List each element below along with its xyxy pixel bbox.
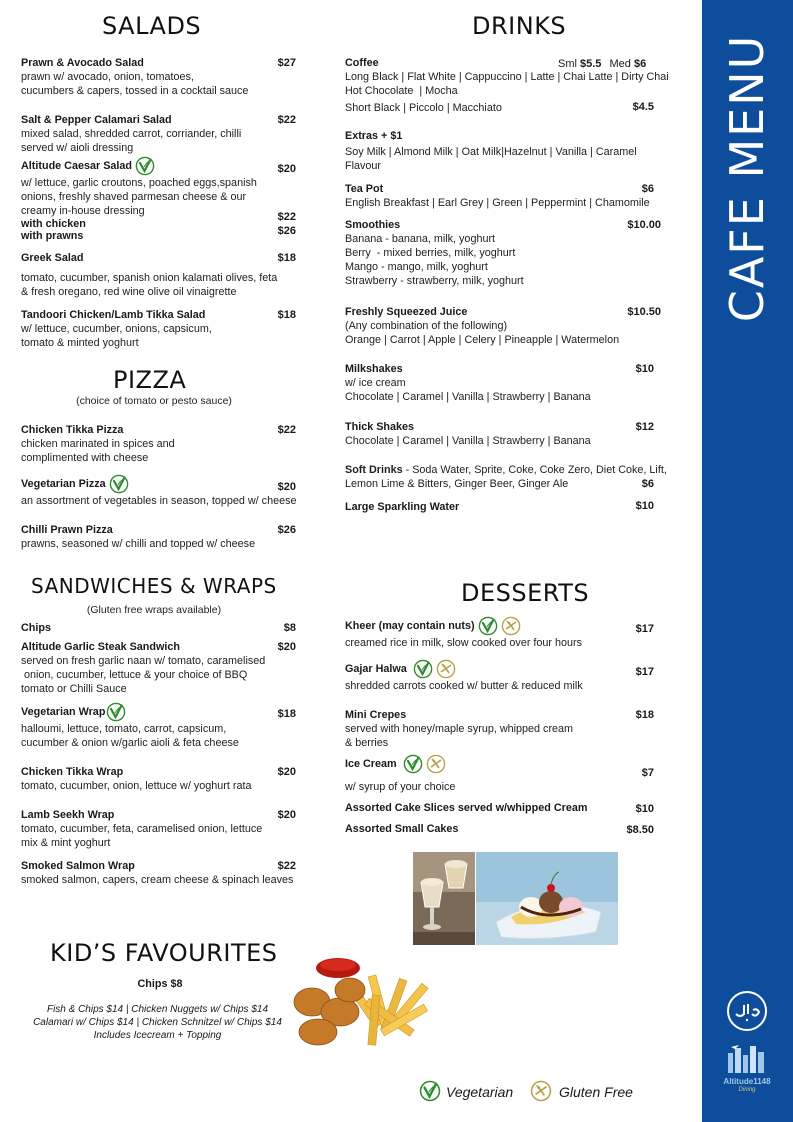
menu-item — [21, 640, 301, 696]
item-desc: halloumi, lettuce, tomato, carrot, capsicum, — [21, 723, 227, 735]
item-desc: Lemon Lime & Bitters, Ginger Beer, Ginger Ale — [345, 478, 569, 490]
item-price: $10.50 — [627, 306, 661, 318]
item-desc: smoked salmon, capers, cream cheese & spinach leaves — [21, 874, 294, 886]
kids-title: KID’S FAVOURITES — [50, 939, 278, 967]
item-desc: Flavour — [345, 160, 382, 172]
item-name: Chicken Tikka Wrap — [21, 766, 124, 778]
logo-text: Altitude1148 — [723, 1077, 771, 1086]
dessert-photo-glasses — [413, 852, 475, 945]
item-desc: tomato & minted yoghurt — [21, 337, 139, 349]
item-desc: Soy Milk | Almond Milk | Oat Milk|Hazelnut | Vanilla | Caramel — [345, 146, 637, 158]
altitude-logo — [718, 1043, 776, 1094]
item-price: $18 — [635, 709, 654, 721]
item-price: $10 — [635, 363, 654, 375]
item-price: $20 — [277, 766, 296, 778]
vegetarian-icon — [403, 754, 423, 774]
item-desc: w/ lettuce, cucumber, onions, capsicum, — [21, 323, 212, 335]
item-price: $20 — [277, 809, 296, 821]
item-desc: cucumber & onion w/garlic aioli & feta cheese — [21, 737, 239, 749]
item-name: Tea Pot — [345, 183, 384, 195]
item-price: $18 — [277, 309, 296, 321]
item-price: $22 — [277, 114, 296, 126]
item-desc: mixed salad, shredded carrot, corriander, chilli — [21, 128, 242, 140]
gluten-free-icon — [436, 659, 456, 679]
extras-section — [345, 129, 685, 173]
menu-item — [21, 308, 301, 350]
item-name: Altitude Garlic Steak Sandwich — [21, 641, 180, 653]
skyline-icon — [725, 1043, 769, 1073]
item-desc: - Soda Water, Sprite, Coke, Coke Zero, Diet Coke, Lift, — [402, 464, 667, 476]
item-name: Ice Cream — [345, 757, 397, 770]
menu-item — [21, 423, 301, 465]
item-desc: w/ lettuce, garlic croutons, poached eggs,spanish — [21, 177, 257, 189]
short-coffee: Short Black | Piccolo | Macchiato — [345, 102, 502, 114]
gluten-free-icon — [501, 616, 521, 636]
size-label: Sml — [558, 58, 577, 70]
item-price: $20 — [277, 163, 296, 175]
item-name: Prawn & Avocado Salad — [21, 57, 144, 69]
item-name: Tandoori Chicken/Lamb Tikka Salad — [21, 309, 206, 321]
legend-gluten-free: Gluten Free — [559, 1084, 633, 1100]
sandwiches-subtitle: (Gluten free wraps available) — [86, 604, 222, 616]
option-price: $26 — [277, 225, 296, 237]
option-price: $22 — [277, 211, 296, 223]
menu-item — [21, 56, 301, 98]
item-desc: Long Black | Flat White | Cappuccino | Latte | Chai Latte | Dirty Chai — [345, 71, 669, 83]
sidebar-title: CAFE MENU — [720, 33, 774, 323]
item-price: $18 — [277, 252, 296, 264]
item-desc: Hot Chocolate | Mocha — [345, 85, 458, 97]
pizza-title: PIZZA — [113, 366, 187, 394]
menu-item — [21, 156, 281, 243]
item-desc: Mango - mango, milk, yoghurt — [345, 261, 488, 273]
item-option: with prawns — [21, 230, 84, 242]
menu-item — [21, 702, 301, 750]
vegetarian-icon — [413, 659, 433, 679]
item-price: $10.00 — [627, 219, 661, 231]
nuggets-fries-image — [290, 950, 460, 1055]
item-name: Vegetarian Pizza — [21, 477, 106, 490]
item-price: $17 — [635, 666, 654, 678]
drinks-title: DRINKS — [472, 12, 567, 40]
item-name: Altitude Caesar Salad — [21, 159, 133, 172]
size-price: $5.5 — [580, 58, 602, 70]
item-price: $20 — [277, 481, 296, 493]
kids-line: Includes Icecream + Topping — [93, 1030, 222, 1041]
item-name: Chilli Prawn Pizza — [21, 524, 113, 536]
item-name: Soft Drinks — [345, 464, 403, 476]
item-name: Coffee — [345, 57, 379, 69]
sparkling-water: Large Sparkling Water — [345, 501, 460, 513]
item-desc: prawns, seasoned w/ chilli and topped w/ cheese — [21, 538, 256, 550]
kids-line: Fish & Chips $14 | Chicken Nuggets w/ Chips $14 — [46, 1004, 269, 1015]
item-name: Smoothies — [345, 219, 401, 231]
dessert-photo-sundae — [476, 852, 618, 945]
item-desc: tomato, cucumber, feta, caramelised onion, lettuce — [21, 823, 263, 835]
item-desc: cucumbers & capers, tossed in a cocktail sauce — [21, 85, 249, 97]
item-desc: mix & mint yoghurt — [21, 837, 111, 849]
item-desc: served on fresh garlic naan w/ tomato, caramelised — [21, 655, 266, 667]
menu-item — [21, 765, 301, 793]
item-name: Chicken Tikka Pizza — [21, 424, 124, 436]
legend-vegetarian: Vegetarian — [446, 1084, 514, 1100]
menu-item — [345, 708, 645, 750]
item-name: Smoked Salmon Wrap — [21, 860, 135, 872]
item-name: Kheer (may contain nuts) — [345, 619, 475, 632]
gluten-free-icon — [530, 1080, 552, 1102]
menu-item — [21, 808, 301, 850]
item-name: Salt & Pepper Calamari Salad — [21, 114, 172, 126]
item-name: Gajar Halwa — [345, 662, 407, 675]
item-price: $8.50 — [626, 824, 654, 836]
menu-item: Assorted Cake Slices served w/whipped Cream — [345, 802, 588, 814]
pizza-subtitle: (choice of tomato or pesto sauce) — [76, 395, 232, 407]
item-desc: Strawberry - strawberry, milk, yoghurt — [345, 275, 524, 287]
gluten-free-icon — [426, 754, 446, 774]
menu-item — [345, 616, 645, 650]
item-price: $22 — [277, 860, 296, 872]
item-desc: Banana - banana, milk, yoghurt — [345, 233, 496, 245]
item-price: $6 — [641, 183, 654, 195]
item-desc: creamed rice in milk, slow cooked over four hours — [345, 637, 583, 649]
item-price: $17 — [635, 623, 654, 635]
item-name: Extras + $1 — [345, 130, 403, 142]
item-desc: & fresh oregano, red wine olive oil vinaigrette — [21, 286, 237, 298]
item-desc: tomato, cucumber, spanish onion kalamati olives, feta — [21, 272, 278, 284]
menu-item: Assorted Small Cakes — [345, 823, 459, 835]
item-desc: creamy in-house dressing — [21, 205, 145, 217]
item-desc: onion, cucumber, lettuce & your choice of BBQ — [21, 669, 248, 681]
item-desc: an assortment of vegetables in season, topped w/ cheese — [21, 495, 297, 507]
vegetarian-icon — [478, 616, 498, 636]
item-desc: onions, freshly shaved parmesan cheese & our — [21, 191, 247, 203]
item-price: $12 — [635, 421, 654, 433]
item-price: $20 — [277, 641, 296, 653]
kids-chips: Chips $8 — [137, 978, 183, 990]
item-desc: Berry - mixed berries, milk, yoghurt — [345, 247, 516, 259]
vegetarian-icon — [419, 1080, 441, 1102]
item-name: Mini Crepes — [345, 709, 407, 721]
item-name: Lamb Seekh Wrap — [21, 809, 115, 821]
item-desc: chicken marinated in spices and — [21, 438, 175, 450]
vegetarian-icon — [106, 702, 126, 722]
item-desc: English Breakfast | Earl Grey | Green | Peppermint | Chamomile — [345, 197, 650, 209]
item-desc: w/ syrup of your choice — [345, 781, 456, 793]
item-desc: shredded carrots cooked w/ butter & reduced milk — [345, 680, 583, 692]
menu-item — [21, 113, 301, 155]
item-desc: & berries — [345, 737, 389, 749]
item-desc: tomato, cucumber, onion, lettuce w/ yoghurt rata — [21, 780, 252, 792]
item-name: Chips — [21, 622, 51, 634]
item-desc: prawn w/ avocado, onion, tomatoes, — [21, 71, 194, 83]
menu-item — [21, 621, 51, 635]
item-desc: complimented with cheese — [21, 452, 149, 464]
item-price: $4.5 — [632, 101, 654, 113]
item-option: with chicken — [21, 218, 86, 230]
coffee-sizes — [558, 57, 646, 71]
item-name: Milkshakes — [345, 363, 403, 375]
size-price: $6 — [633, 58, 647, 70]
item-desc: Orange | Carrot | Apple | Celery | Pineapple | Watermelon — [345, 334, 620, 346]
menu-item — [345, 659, 645, 693]
item-price: $18 — [277, 708, 296, 720]
item-price: $6 — [641, 478, 654, 490]
item-price: $10 — [635, 500, 654, 512]
vegetarian-icon — [135, 156, 155, 176]
item-desc: served w/ aioli dressing — [21, 142, 134, 154]
size-label: Med — [609, 58, 631, 70]
item-price: $26 — [277, 524, 296, 536]
item-price: $22 — [277, 424, 296, 436]
item-price: $8 — [283, 622, 296, 634]
item-name: Thick Shakes — [345, 421, 415, 433]
item-desc: Chocolate | Caramel | Vanilla | Strawberry | Banana — [345, 435, 591, 447]
item-price: $10 — [635, 803, 654, 815]
item-name: Vegetarian Wrap — [21, 705, 106, 718]
vegetarian-icon — [109, 474, 129, 494]
item-price: $7 — [641, 767, 654, 779]
menu-item — [345, 754, 645, 794]
item-desc: (Any combination of the following) — [345, 320, 508, 332]
item-name: Freshly Squeezed Juice — [345, 306, 468, 318]
item-name: Greek Salad — [21, 252, 84, 264]
desserts-title: DESSERTS — [461, 579, 590, 607]
kids-line: Calamari w/ Chips $14 | Chicken Schnitzel w/ Chips $14 — [33, 1017, 282, 1028]
salads-title: SALADS — [102, 12, 202, 40]
logo-subtext: Dining — [738, 1087, 756, 1093]
item-desc: w/ ice cream — [345, 377, 406, 389]
halal-logo-icon — [726, 990, 768, 1032]
sandwiches-title: SANDWICHES & WRAPS — [31, 574, 277, 598]
item-desc: Chocolate | Caramel | Vanilla | Strawberry | Banana — [345, 391, 591, 403]
item-desc: tomato or Chilli Sauce — [21, 683, 127, 695]
item-desc: served with honey/maple syrup, whipped cream — [345, 723, 574, 735]
item-price: $27 — [277, 57, 296, 69]
